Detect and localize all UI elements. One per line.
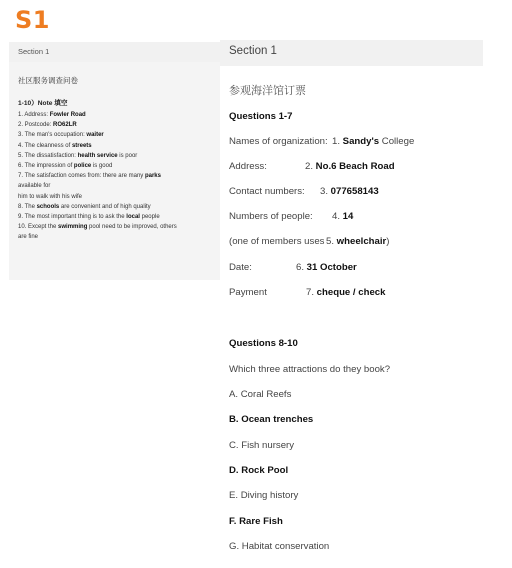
answer-value: 14 [342, 211, 354, 222]
note-text: 5. The dissatisfaction: [18, 152, 78, 159]
form-field-answer [326, 236, 389, 247]
attraction-option: C. Fish nursery [229, 439, 295, 451]
left-answer-list [18, 110, 218, 243]
right-section-header [220, 40, 483, 66]
left-section-label: Section 1 [18, 47, 50, 56]
note-text-suffix: are convenient and of high quality [59, 203, 151, 210]
note-text: 9. The most important thing is to ask the [18, 214, 127, 221]
note-text-suffix: people [139, 214, 160, 221]
note-answer: Fowler Road [49, 112, 86, 118]
form-field-label: Payment [229, 287, 267, 298]
question-number: 5. [326, 236, 337, 247]
form-field-answer [332, 136, 414, 147]
form-field-answer [296, 262, 357, 273]
note-answer: waiter [86, 132, 104, 139]
attraction-option: G. Habitat conservation [229, 540, 330, 552]
note-text: are fine [18, 234, 39, 241]
note-text: 6. The impression of [18, 163, 74, 170]
note-answer: RO62LR [53, 122, 77, 129]
note-item [18, 110, 218, 120]
attraction-option: E. Diving history [229, 490, 299, 502]
form-field-label: Date: [229, 262, 252, 273]
questions-8-10-heading: Questions 8-10 [229, 338, 298, 349]
note-item [18, 120, 218, 130]
answer-value: 077658143 [330, 186, 379, 197]
question-number: 7. [306, 287, 317, 298]
answer-value: No.6 Beach Road [315, 161, 395, 172]
left-panel-title: 社区服务调查问卷 [18, 76, 78, 85]
note-answer: local [126, 214, 140, 221]
note-item [18, 151, 218, 161]
note-item [18, 222, 218, 232]
note-item [18, 141, 218, 151]
note-answer: parks [144, 173, 161, 180]
attraction-option: D. Rock Pool [229, 464, 289, 476]
form-field-label: Address: [229, 161, 267, 172]
note-text: 10. Except the [18, 224, 59, 231]
form-field-answer [320, 186, 379, 197]
note-answer: swimming [58, 224, 88, 231]
note-text: 2. Postcode: [18, 122, 54, 129]
note-text: 4. The cleanness of [18, 142, 72, 149]
note-text: 3. The man's occupation: [18, 132, 87, 139]
answer-value: Sandy's [342, 136, 380, 147]
note-item [18, 232, 218, 242]
note-text: 8. The [18, 203, 37, 210]
left-panel-subtitle: 1-10）Note 填空 [18, 100, 68, 107]
attraction-option: A. Coral Reefs [229, 389, 292, 400]
form-field-label: (one of members uses [229, 236, 325, 247]
question-number: 6. [296, 262, 307, 273]
note-text: 7. The satisfaction comes from: there are many [18, 173, 145, 180]
note-text-suffix: pool need to be improved, others [87, 224, 177, 231]
right-booking-panel [220, 66, 483, 562]
attraction-option: B. Ocean trenches [229, 414, 314, 426]
answer-suffix: ) [386, 236, 390, 247]
left-section-header [9, 42, 220, 62]
note-text: him to walk with his wife [18, 193, 83, 200]
right-section-label: Section 1 [229, 45, 277, 57]
attraction-option: F. Rare Fish [229, 515, 283, 527]
question-number: 1. [332, 136, 343, 147]
form-field-label: Numbers of people: [229, 211, 313, 222]
note-item [18, 130, 218, 140]
note-item [18, 181, 218, 191]
note-item [18, 192, 218, 202]
form-field-answer [305, 161, 395, 172]
form-field-answer [306, 287, 385, 298]
question-number: 3. [320, 186, 331, 197]
question-number: 4. [332, 211, 343, 222]
attractions-question: Which three attractions do they book? [229, 364, 391, 375]
note-answer: streets [71, 142, 92, 149]
question-number: 2. [305, 161, 316, 172]
note-text-suffix: is good [91, 163, 113, 170]
answer-value: cheque / check [316, 287, 386, 298]
questions-1-7-heading: Questions 1-7 [229, 111, 293, 122]
form-field-answer [332, 211, 353, 222]
answer-value: 31 October [306, 262, 357, 273]
right-panel-title: 参观海洋馆订票 [229, 85, 306, 97]
note-item [18, 171, 218, 181]
note-item [18, 212, 218, 222]
note-item [18, 161, 218, 171]
form-field-label: Contact numbers: [229, 186, 305, 197]
note-text: 1. Address: [18, 112, 50, 118]
answer-suffix: College [379, 136, 415, 147]
left-notes-panel [9, 62, 220, 280]
answer-value: wheelchair [336, 236, 387, 247]
note-answer: police [73, 163, 92, 170]
note-text-suffix: is poor [117, 152, 138, 159]
note-answer: schools [36, 203, 60, 210]
section-tag: S1 [15, 6, 50, 34]
note-text: available for [18, 183, 51, 190]
note-answer: health service [77, 152, 118, 159]
form-field-label: Names of organization: [229, 136, 328, 147]
note-item [18, 202, 218, 212]
